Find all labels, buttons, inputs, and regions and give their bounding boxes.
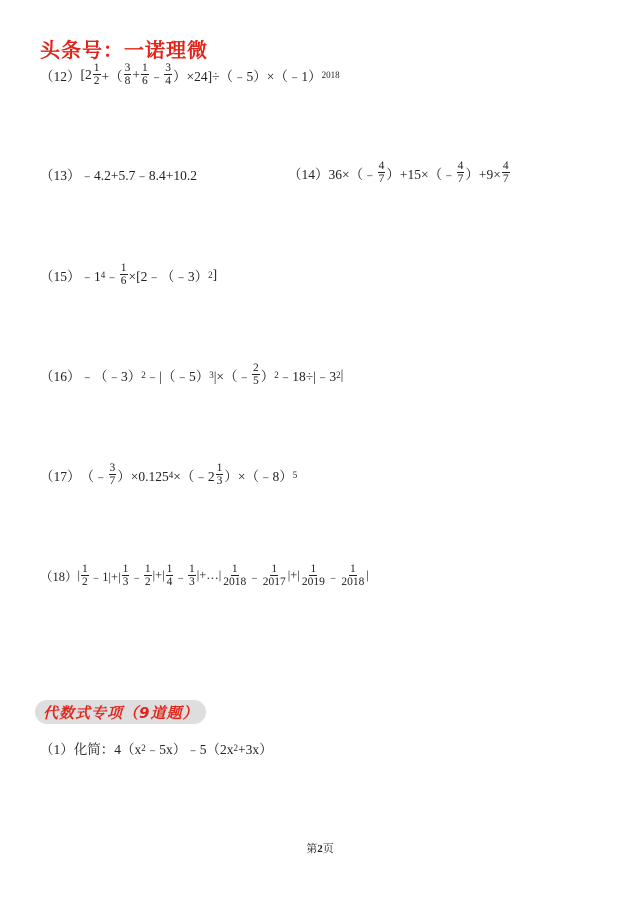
problem-14: （14） 36×（﹣ $\frac{4}{7}$ ）+15×（﹣ $\frac{4}{7}$ ）+9× $\frac{4}{7}$	[288, 160, 509, 185]
expression: ﹣4.2+5.7﹣8.4+10.2	[80, 168, 197, 183]
problem-16: （16） ﹣（﹣3） 2 ﹣|（﹣5） 3 |×（﹣ $\frac{2}{5}$ ） 2 ﹣18÷|﹣3 2 |	[40, 362, 344, 387]
fraction: $\frac{1}{3}$	[216, 462, 223, 487]
fraction: $\frac{1}{6}$	[142, 62, 148, 87]
page-footer: 第2页	[306, 843, 334, 855]
fraction: $\frac{4}{7}$	[378, 160, 385, 185]
algebra-question-1: （1）化简： 4（x 2 ﹣5x）﹣5（2x 2 +3x）	[40, 738, 273, 758]
problem-13	[40, 164, 197, 184]
fraction: $\frac{1}{2018}$	[341, 563, 365, 588]
section-header	[35, 700, 206, 724]
page-header-title: 头条号：一诺理微	[40, 38, 208, 62]
section-title: 代数式专项（9道题）	[43, 703, 199, 722]
fraction: $\frac{1}{3}$	[188, 563, 195, 588]
fraction: $\frac{1}{2017}$	[262, 563, 286, 588]
problem-15: （15） ﹣1 4 ﹣ $\frac{1}{6}$ ×[2﹣（﹣3） 2 ]	[40, 262, 218, 287]
problem-17: （17） （﹣ $\frac{3}{7}$ ）×0.125 4 ×（﹣2 $\frac{1}{3}$ ）×（﹣8） 5	[40, 462, 298, 487]
problem-label: （13）	[40, 168, 81, 183]
fraction: $\frac{1}{6}$	[120, 262, 127, 287]
fraction: $\frac{1}{2019}$	[301, 563, 325, 588]
fraction: $\frac{1}{2018}$	[223, 563, 247, 588]
fraction: $\frac{3}{8}$	[124, 62, 131, 87]
fraction: $\frac{1}{2}$	[144, 563, 151, 588]
fraction: $\frac{1}{4}$	[166, 563, 173, 588]
problem-label: （14）	[288, 166, 329, 182]
problem-label: （1）化简：	[40, 742, 115, 757]
fraction: $\frac{3}{7}$	[109, 462, 116, 487]
fraction: $\frac{1}{2}$	[82, 563, 88, 588]
problem-18: （18） | $\frac{1}{2}$ ﹣1|+| $\frac{1}{3}$ ﹣ $\frac{1}{2}$ |+| $\frac{1}{4}$ ﹣ $\frac{1}{3}$ |+…| $\frac{1}{2018}$ ﹣ $\frac{1}{2017}$ |+| $\frac{1}{2019}$ ﹣ $\frac{1}{2018}$ |	[40, 563, 369, 588]
problem-label: （15）	[40, 268, 81, 284]
fraction: $\frac{1}{2}$	[93, 62, 100, 87]
problem-label: （18）	[40, 569, 78, 584]
fraction: $\frac{4}{7}$	[502, 160, 509, 185]
fraction: $\frac{1}{3}$	[122, 563, 129, 588]
fraction: $\frac{3}{4}$	[165, 62, 171, 87]
problem-label: （16）	[40, 368, 81, 384]
fraction: $\frac{2}{5}$	[253, 362, 259, 387]
problem-label: （12）	[40, 68, 81, 84]
problem-label: （17）	[40, 468, 81, 484]
page-number: 2	[317, 843, 323, 855]
fraction: $\frac{4}{7}$	[457, 160, 464, 185]
problem-12: （12） [2 $\frac{1}{2}$ +（ $\frac{3}{8}$ + $\frac{1}{6}$ ﹣ $\frac{3}{4}$ ）×24]÷（﹣5）×（﹣1） 2018	[40, 62, 340, 87]
